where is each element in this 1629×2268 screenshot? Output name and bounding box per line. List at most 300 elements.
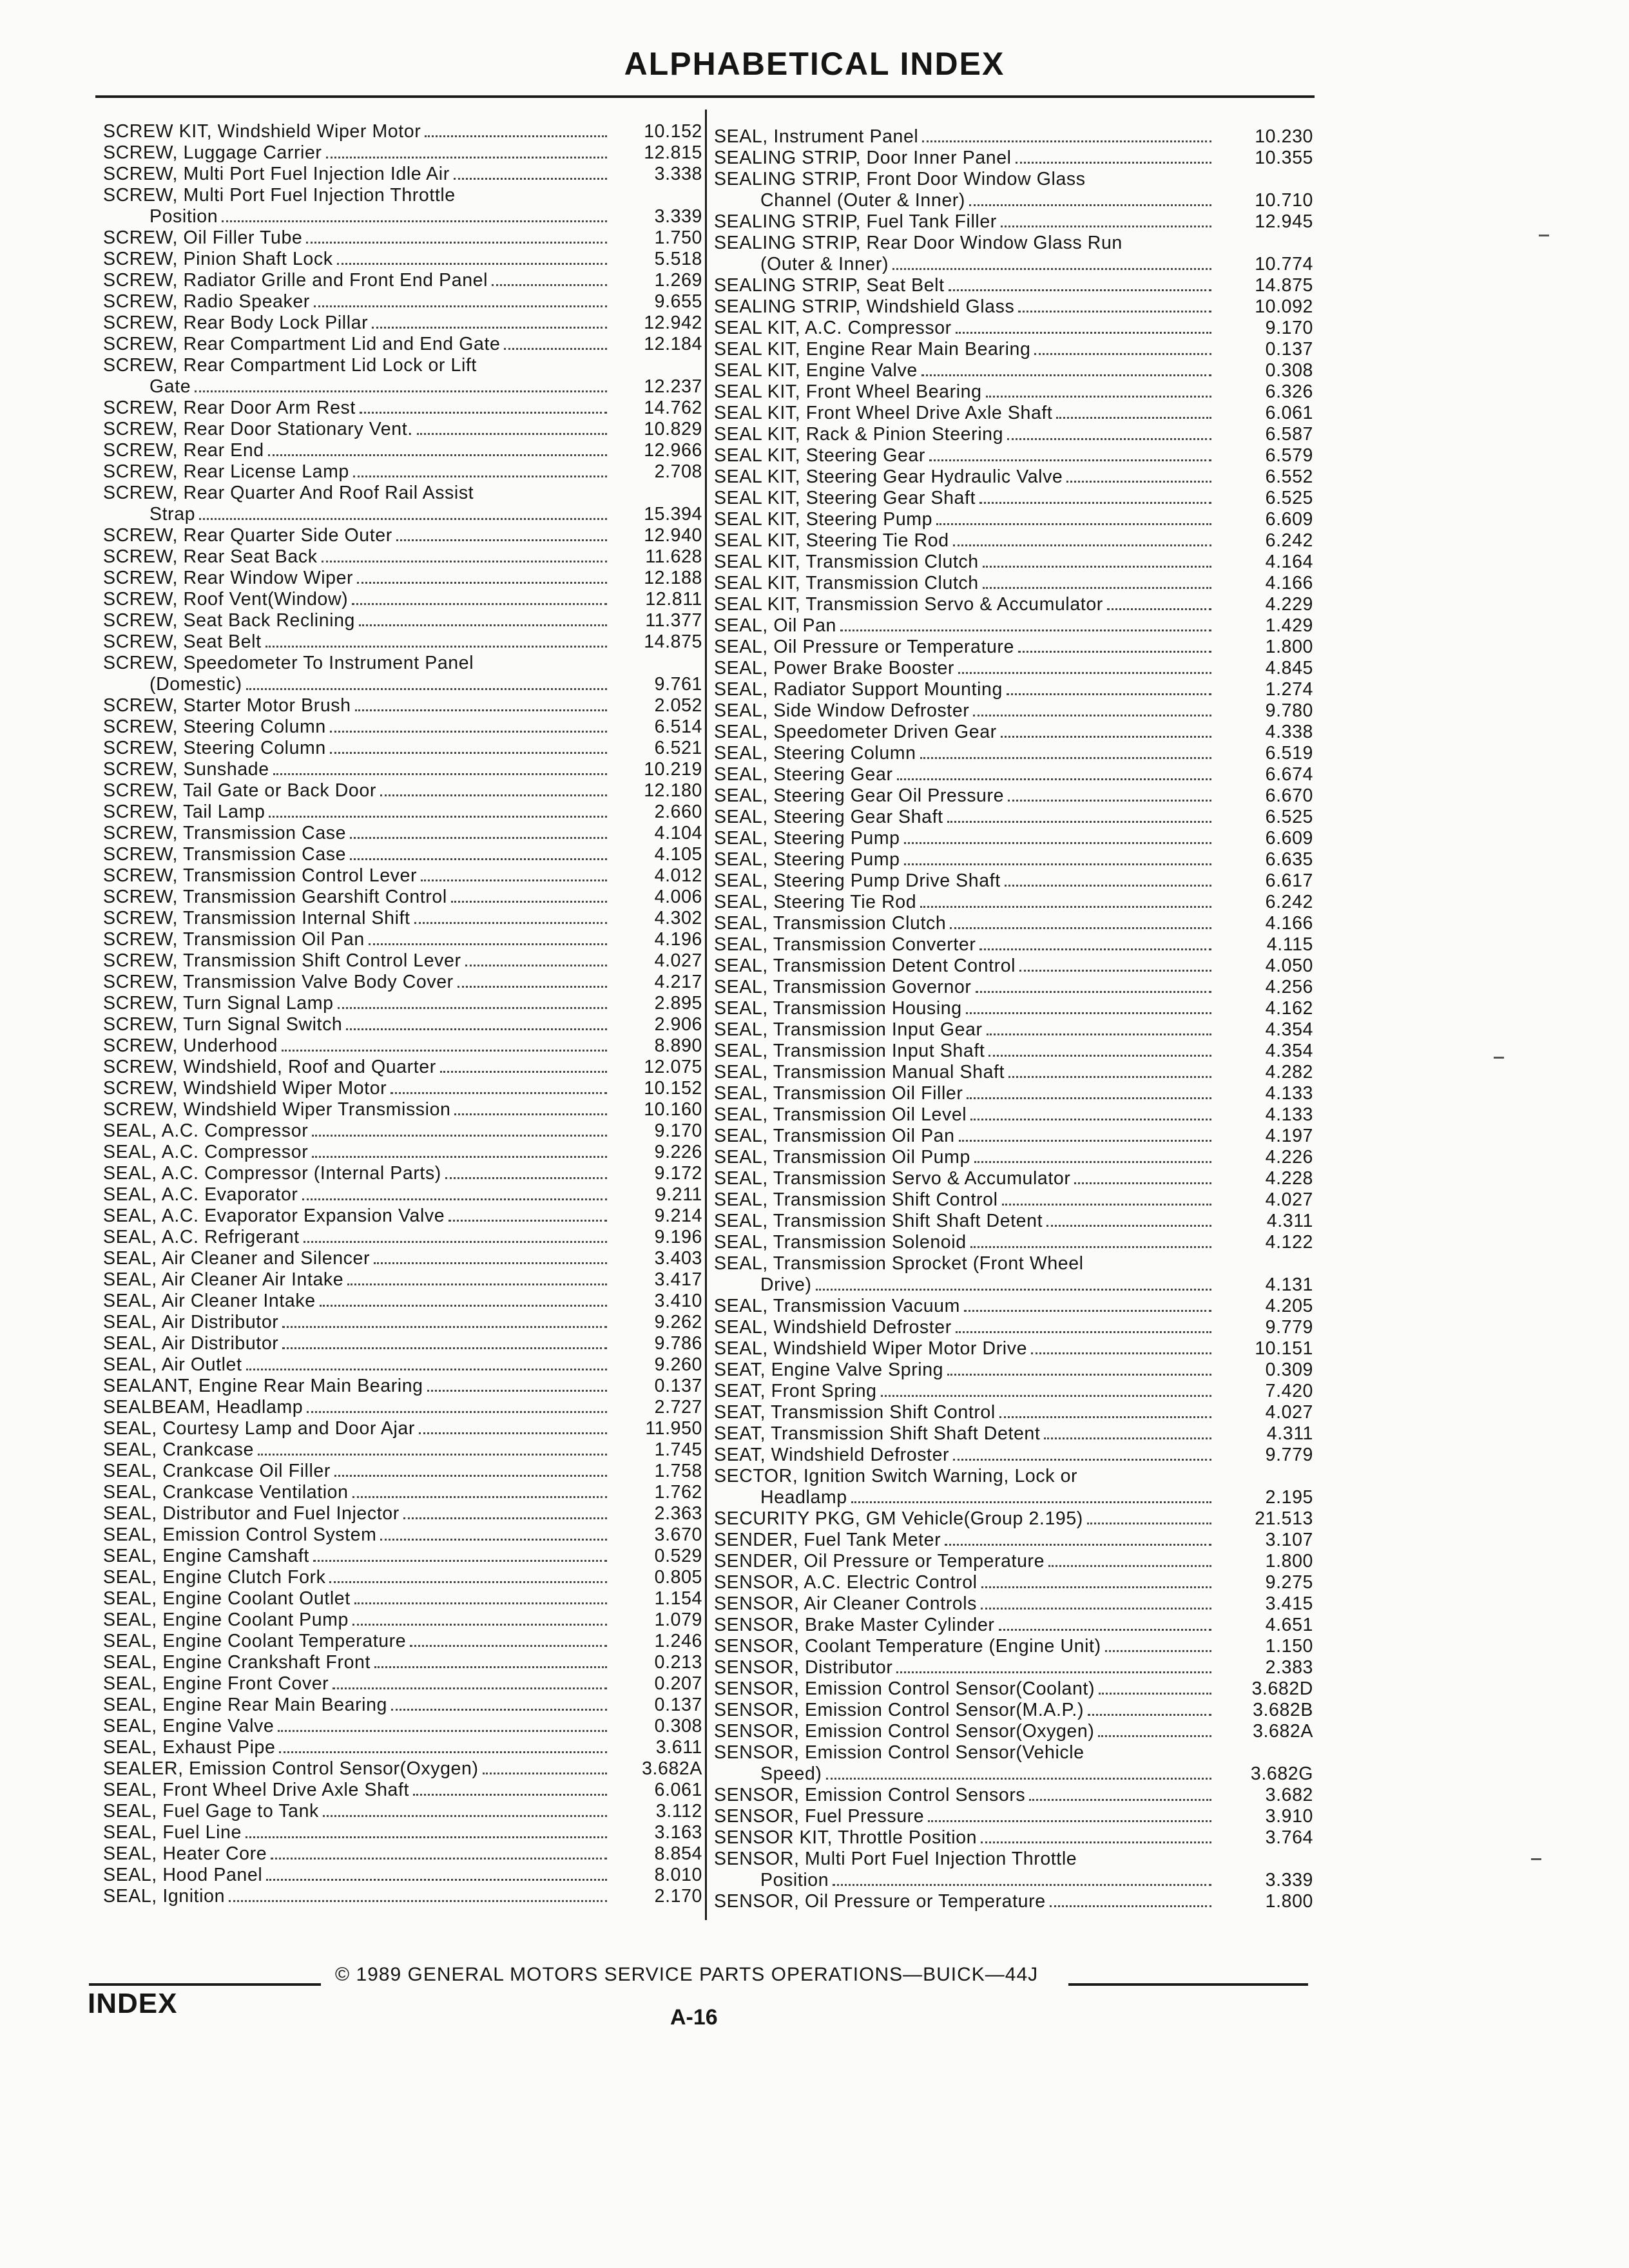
dot-leader <box>421 879 607 881</box>
entry-text: SEAL, Heater Core <box>103 1843 267 1864</box>
entry-text: SEAL, Air Distributor <box>103 1312 279 1332</box>
index-entry <box>714 1189 1313 1211</box>
entry-text: SEAL, Courtesy Lamp and Door Ajar <box>103 1418 415 1439</box>
dot-leader <box>369 943 607 945</box>
entry-text: SEALER, Emission Control Sensor(Oxygen) <box>103 1758 479 1779</box>
dot-leader <box>936 523 1211 525</box>
entry-page-ref: 10.710 <box>1255 190 1313 211</box>
dot-leader <box>826 1777 1211 1780</box>
entry-text: SCREW, Radio Speaker <box>103 291 310 312</box>
entry-page-ref: 3.339 <box>1265 1870 1313 1890</box>
index-entry <box>714 1338 1313 1360</box>
dot-leader <box>419 1432 607 1434</box>
footer-rule-right <box>1068 1983 1308 1986</box>
entry-text: SEALING STRIP, Front Door Window Glass <box>714 169 1086 189</box>
entry-page-ref: 10.152 <box>644 121 702 142</box>
entry-page-ref: 3.107 <box>1265 1530 1313 1550</box>
entry-page-ref: 3.682D <box>1251 1678 1313 1699</box>
index-entry <box>103 461 709 483</box>
index-entry <box>103 1695 709 1716</box>
entry-text: SEAL, Power Brake Booster <box>714 658 955 678</box>
dot-leader <box>352 1495 607 1498</box>
index-entry <box>103 1291 709 1312</box>
entry-text: SEAL, Engine Coolant Temperature <box>103 1631 407 1651</box>
entry-text: Position <box>760 1870 829 1890</box>
index-entry <box>714 722 1313 743</box>
dot-leader <box>454 1113 607 1115</box>
entry-page-ref: 12.811 <box>645 589 702 610</box>
entry-page-ref: 3.682A <box>642 1758 702 1779</box>
index-entry <box>103 227 709 249</box>
entry-page-ref: 9.260 <box>654 1354 702 1375</box>
entry-page-ref: 0.805 <box>654 1567 702 1588</box>
dot-leader <box>391 1708 607 1711</box>
dot-leader <box>1046 1224 1211 1227</box>
index-entry <box>714 169 1313 211</box>
entry-page-ref: 1.274 <box>1265 679 1313 700</box>
index-entry <box>103 1354 709 1376</box>
entry-page-ref: 21.513 <box>1255 1508 1313 1529</box>
index-entry <box>714 764 1313 785</box>
entry-page-ref: 6.609 <box>1265 828 1313 849</box>
dot-leader <box>1074 1182 1211 1184</box>
dot-leader <box>458 985 607 988</box>
entry-text: SENSOR, Emission Control Sensors <box>714 1785 1026 1805</box>
entry-page-ref: 1.745 <box>654 1439 702 1460</box>
dot-leader <box>357 581 607 584</box>
dot-leader <box>1098 1735 1211 1737</box>
entry-text: SEAL, Instrument Panel <box>714 126 919 147</box>
dot-leader <box>374 1666 607 1668</box>
index-entry <box>103 1397 709 1418</box>
dot-leader <box>246 1836 607 1838</box>
dot-leader <box>947 1373 1211 1376</box>
dot-leader <box>981 1586 1211 1588</box>
dot-leader <box>950 927 1211 929</box>
entry-page-ref: 3.764 <box>1265 1827 1313 1848</box>
index-entry <box>714 1147 1313 1168</box>
index-entry <box>103 1418 709 1439</box>
entry-page-ref: 2.708 <box>654 461 702 482</box>
entry-text: Channel (Outer & Inner) <box>760 190 965 211</box>
entry-text: SEAL, Air Cleaner and Silencer <box>103 1248 371 1269</box>
dot-leader <box>229 1899 607 1902</box>
column-divider <box>705 110 707 1920</box>
entry-text: SCREW, Rear Quarter Side Outer <box>103 525 392 546</box>
dot-leader <box>326 156 607 159</box>
index-entry <box>103 525 709 546</box>
dot-leader <box>465 964 607 966</box>
dot-leader <box>970 1245 1211 1248</box>
index-entry <box>103 1588 709 1610</box>
entry-page-ref: 12.815 <box>644 142 702 163</box>
entry-text: SEAL, A.C. Evaporator <box>103 1184 298 1205</box>
index-entry <box>714 977 1313 998</box>
entry-text: SCREW KIT, Windshield Wiper Motor <box>103 121 421 142</box>
entry-page-ref: 1.800 <box>1265 1891 1313 1912</box>
entry-text: SEAL, Steering Pump <box>714 849 900 870</box>
entry-page-ref: 10.160 <box>644 1099 702 1120</box>
entry-text: SEAL, Steering Column <box>714 743 916 764</box>
dot-leader <box>330 751 607 754</box>
dot-leader <box>353 475 607 477</box>
index-entry <box>103 1631 709 1652</box>
dot-leader <box>892 267 1211 270</box>
entry-text: SEAL, Transmission Oil Pan <box>714 1126 955 1146</box>
entry-page-ref: 11.377 <box>645 610 702 631</box>
entry-page-ref: 9.779 <box>1265 1445 1313 1465</box>
entry-text: SEAL, Engine Rear Main Bearing <box>103 1695 387 1715</box>
index-entry <box>103 1865 709 1886</box>
entry-page-ref: 9.780 <box>1265 700 1313 721</box>
index-entry <box>714 1126 1313 1147</box>
dot-leader <box>1105 1649 1211 1652</box>
entry-page-ref: 1.758 <box>654 1461 702 1481</box>
entry-text: SENSOR KIT, Throttle Position <box>714 1827 978 1848</box>
entry-page-ref: 6.552 <box>1265 466 1313 487</box>
entry-page-ref: 4.122 <box>1265 1232 1313 1253</box>
index-entry <box>103 631 709 653</box>
entry-page-ref: 4.282 <box>1265 1062 1313 1082</box>
entry-text: SCREW, Tail Gate or Back Door <box>103 780 376 801</box>
entry-text: SEAL KIT, Front Wheel Bearing <box>714 381 982 402</box>
index-entry <box>103 1780 709 1801</box>
entry-text: SEAL KIT, Steering Gear Shaft <box>714 488 976 508</box>
index-entry <box>103 334 709 355</box>
entry-text: SEAL, Hood Panel <box>103 1865 263 1885</box>
entry-page-ref: 6.635 <box>1265 849 1313 870</box>
entry-page-ref: 3.682A <box>1253 1721 1313 1742</box>
index-entry <box>714 573 1313 594</box>
entry-text: SEAL, Steering Pump <box>714 828 900 849</box>
entry-page-ref: 12.184 <box>644 334 702 354</box>
dot-leader <box>417 432 607 435</box>
dot-leader <box>278 1729 607 1732</box>
entry-text: SEAL, Exhaust Pipe <box>103 1737 276 1758</box>
entry-text: SEAL KIT, Transmission Servo & Accumulator <box>714 594 1103 615</box>
index-entry <box>714 1423 1313 1445</box>
dot-leader <box>973 714 1211 716</box>
entry-page-ref: 6.674 <box>1265 764 1313 785</box>
entry-page-ref: 0.308 <box>1265 360 1313 381</box>
entry-text: SEAL, Air Distributor <box>103 1333 279 1354</box>
entry-page-ref: 9.170 <box>654 1120 702 1141</box>
entry-page-ref: 4.354 <box>1265 1019 1313 1040</box>
index-entry <box>103 993 709 1014</box>
dot-leader <box>282 1049 607 1052</box>
entry-text: SENDER, Fuel Tank Meter <box>714 1530 941 1550</box>
entry-text: SEALING STRIP, Windshield Glass <box>714 296 1015 317</box>
entry-page-ref: 9.170 <box>1265 318 1313 338</box>
entry-text: SCREW, Steering Column <box>103 738 326 758</box>
entry-text: SENSOR, Air Cleaner Controls <box>714 1593 978 1614</box>
index-entry <box>714 1253 1313 1296</box>
index-entry <box>103 1546 709 1567</box>
index-entry <box>714 1381 1313 1402</box>
entry-text: SENSOR, Fuel Pressure <box>714 1806 925 1827</box>
entry-text: SEAL KIT, Rack & Pinion Steering <box>714 424 1004 445</box>
entry-page-ref: 6.242 <box>1265 530 1313 551</box>
dot-leader <box>1005 884 1211 887</box>
index-entry <box>103 1035 709 1057</box>
index-entry <box>714 403 1313 424</box>
entry-page-ref: 4.354 <box>1265 1041 1313 1061</box>
dot-leader <box>945 1543 1211 1546</box>
dot-leader <box>440 1070 607 1073</box>
entry-text: SENSOR, A.C. Electric Control <box>714 1572 978 1593</box>
entry-text: SEAL, Windshield Defroster <box>714 1317 952 1338</box>
dot-leader <box>312 1134 607 1137</box>
entry-page-ref: 2.895 <box>654 993 702 1014</box>
dot-leader <box>265 645 607 648</box>
entry-text: SCREW, Seat Belt <box>103 631 262 652</box>
dot-leader <box>976 990 1211 993</box>
entry-page-ref: 9.275 <box>1265 1572 1313 1593</box>
entry-page-ref: 10.230 <box>1255 126 1313 147</box>
entry-page-ref: 4.229 <box>1265 594 1313 615</box>
entry-page-ref: 10.355 <box>1255 148 1313 168</box>
index-entry <box>714 466 1313 488</box>
entry-text: SEAL, Engine Valve <box>103 1716 275 1736</box>
entry-text: SEAL KIT, Front Wheel Drive Axle Shaft <box>714 403 1053 423</box>
dot-leader <box>337 262 607 265</box>
dot-leader <box>333 1687 607 1689</box>
dot-leader <box>314 305 607 307</box>
dot-leader <box>1018 310 1211 312</box>
dot-leader <box>851 1501 1211 1503</box>
entry-page-ref: 1.800 <box>1265 1551 1313 1571</box>
index-entry <box>714 1168 1313 1189</box>
entry-page-ref: 10.092 <box>1255 296 1313 317</box>
entry-text: SCREW, Rear Quarter And Roof Rail Assist <box>103 483 474 503</box>
index-entry <box>714 233 1313 275</box>
dot-leader <box>350 858 607 860</box>
dot-leader <box>1007 437 1211 440</box>
dot-leader <box>983 565 1211 568</box>
entry-text: SCREW, Rear Compartment Lid and End Gate <box>103 334 501 354</box>
entry-text: SEAT, Front Spring <box>714 1381 877 1401</box>
dot-leader <box>964 1309 1211 1312</box>
entry-page-ref: 4.311 <box>1266 1211 1313 1231</box>
entry-page-ref: 6.061 <box>1265 403 1313 423</box>
dot-leader <box>979 948 1211 950</box>
dot-leader <box>1099 1692 1211 1695</box>
dot-leader <box>282 1325 607 1328</box>
entry-text: SEAL, Fuel Line <box>103 1822 242 1843</box>
index-entry <box>103 844 709 865</box>
dot-leader <box>953 1458 1211 1461</box>
index-entry <box>103 972 709 993</box>
entry-page-ref: 3.338 <box>654 164 702 184</box>
dot-leader <box>304 1240 607 1243</box>
dot-leader <box>273 773 607 775</box>
entry-page-ref: 2.195 <box>1265 1487 1313 1508</box>
index-entry <box>103 270 709 291</box>
entry-page-ref: 4.197 <box>1265 1126 1313 1146</box>
index-entry <box>103 1184 709 1206</box>
index-entry <box>103 1142 709 1163</box>
entry-text: Speed) <box>760 1763 822 1784</box>
entry-page-ref: 0.309 <box>1265 1360 1313 1380</box>
dot-leader <box>448 1219 607 1222</box>
entry-text: SCREW, Roof Vent(Window) <box>103 589 349 610</box>
index-column-left <box>103 121 709 1907</box>
entry-page-ref: 8.854 <box>654 1843 702 1864</box>
dot-leader <box>979 501 1211 504</box>
entry-text: SEAL, Ignition <box>103 1886 226 1907</box>
index-entry <box>103 1120 709 1142</box>
index-entry <box>714 1678 1313 1700</box>
index-entry <box>714 913 1313 934</box>
index-entry <box>103 355 709 398</box>
dot-leader <box>958 671 1211 674</box>
index-entry <box>714 530 1313 552</box>
index-entry <box>714 828 1313 849</box>
dot-leader <box>1007 693 1211 695</box>
index-entry <box>103 419 709 440</box>
entry-text: SCREW, Transmission Oil Pan <box>103 929 365 950</box>
index-entry <box>103 142 709 164</box>
index-entry <box>714 1402 1313 1423</box>
entry-text: SEAL, A.C. Compressor (Internal Parts) <box>103 1163 441 1184</box>
dot-leader <box>282 1347 607 1349</box>
dot-leader <box>352 602 607 605</box>
entry-page-ref: 1.750 <box>654 227 702 248</box>
entry-page-ref: 2.383 <box>1265 1657 1313 1678</box>
dot-leader <box>967 1097 1211 1099</box>
entry-page-ref: 6.617 <box>1265 870 1313 891</box>
entry-page-ref: 9.211 <box>655 1184 702 1205</box>
index-entry <box>103 1716 709 1737</box>
dot-leader <box>268 454 607 456</box>
dot-leader <box>347 1283 607 1285</box>
entry-page-ref: 4.651 <box>1265 1615 1313 1635</box>
index-entry <box>103 950 709 972</box>
entry-text: SCREW, Windshield Wiper Motor <box>103 1078 387 1099</box>
entry-text: SCREW, Rear End <box>103 440 264 461</box>
entry-text: SEAL KIT, Steering Pump <box>714 509 933 530</box>
index-entry <box>103 398 709 419</box>
index-entry <box>103 1333 709 1354</box>
entry-text: SECURITY PKG, GM Vehicle(Group 2.195) <box>714 1508 1083 1529</box>
dot-leader <box>372 326 607 329</box>
dot-leader <box>956 331 1211 334</box>
entry-text: SCREW, Transmission Gearshift Control <box>103 887 447 907</box>
index-entry <box>714 1891 1313 1912</box>
index-entry <box>714 1593 1313 1615</box>
dot-leader <box>1107 608 1211 610</box>
index-entry <box>103 440 709 461</box>
entry-page-ref: 4.338 <box>1265 722 1313 742</box>
entry-page-ref: 4.131 <box>1265 1274 1313 1295</box>
entry-text: SCREW, Windshield, Roof and Quarter <box>103 1057 436 1077</box>
entry-page-ref: 4.133 <box>1265 1083 1313 1104</box>
entry-page-ref: 3.682 <box>1265 1785 1313 1805</box>
entry-text: SCREW, Rear Seat Back <box>103 546 318 567</box>
dot-leader <box>396 539 607 541</box>
entry-text: SCREW, Steering Column <box>103 716 326 737</box>
index-entry <box>103 1461 709 1482</box>
dot-leader <box>1048 1564 1211 1567</box>
entry-page-ref: 4.166 <box>1265 913 1313 934</box>
entry-text: SEAL, Engine Clutch Fork <box>103 1567 326 1588</box>
dot-leader <box>355 709 607 711</box>
entry-page-ref: 14.762 <box>644 398 702 418</box>
index-entry <box>714 126 1313 148</box>
margin-mark <box>1494 1057 1504 1059</box>
entry-text: SEAL, Transmission Solenoid <box>714 1232 967 1253</box>
entry-page-ref: 11.950 <box>645 1418 702 1439</box>
dot-leader <box>350 836 607 839</box>
entry-text: SEAL, A.C. Compressor <box>103 1120 309 1141</box>
entry-text: SCREW, Tail Lamp <box>103 802 265 822</box>
dot-leader <box>323 1814 607 1817</box>
entry-text: SEAL, Air Cleaner Intake <box>103 1291 316 1311</box>
index-entry <box>103 823 709 844</box>
entry-page-ref: 3.403 <box>654 1248 702 1269</box>
entry-page-ref: 12.940 <box>644 525 702 546</box>
entry-text: SEAL KIT, Engine Valve <box>714 360 918 381</box>
dot-leader <box>970 1118 1211 1120</box>
dot-leader <box>1050 1905 1211 1907</box>
entry-page-ref: 6.587 <box>1265 424 1313 445</box>
dot-leader <box>897 778 1211 780</box>
dot-leader <box>492 284 607 286</box>
dot-leader <box>904 841 1211 844</box>
entry-page-ref: 12.945 <box>1255 211 1313 232</box>
entry-text: Strap <box>149 504 196 524</box>
entry-text: SEAL, Transmission Input Shaft <box>714 1041 985 1061</box>
entry-text: SCREW, Rear License Lamp <box>103 461 349 482</box>
entry-page-ref: 7.420 <box>1265 1381 1313 1401</box>
index-entry <box>714 807 1313 828</box>
index-entry <box>714 870 1313 892</box>
dot-leader <box>307 1410 607 1413</box>
entry-page-ref: 6.525 <box>1265 807 1313 827</box>
entry-text: SEAL, Distributor and Fuel Injector <box>103 1503 400 1524</box>
entry-text: Headlamp <box>760 1487 847 1508</box>
dot-leader <box>1029 1798 1211 1801</box>
entry-page-ref: 10.152 <box>644 1078 702 1099</box>
dot-leader <box>1008 799 1211 802</box>
dot-leader <box>920 756 1211 759</box>
dot-leader <box>833 1883 1211 1886</box>
index-entry <box>103 1248 709 1269</box>
dot-leader <box>312 1155 607 1158</box>
entry-text: SCREW, Radiator Grille and Front End Panel <box>103 270 488 291</box>
index-entry <box>714 1466 1313 1508</box>
index-entry <box>103 1886 709 1907</box>
index-entry <box>103 1014 709 1035</box>
entry-page-ref: 0.137 <box>1265 339 1313 360</box>
page-title: ALPHABETICAL INDEX <box>624 46 1005 82</box>
entry-page-ref: 1.800 <box>1265 637 1313 657</box>
entry-page-ref: 6.242 <box>1265 892 1313 912</box>
entry-text: SCREW, Turn Signal Lamp <box>103 993 334 1014</box>
entry-page-ref: 4.027 <box>654 950 702 971</box>
index-column-right <box>714 126 1313 1912</box>
entry-text: SEAL, Transmission Housing <box>714 998 962 1019</box>
entry-page-ref: 11.628 <box>645 546 702 567</box>
dot-leader <box>346 1028 607 1030</box>
entry-text: SCREW, Rear Door Stationary Vent. <box>103 419 413 439</box>
entry-text: SEAL, Crankcase Oil Filler <box>103 1461 331 1481</box>
entry-page-ref: 2.052 <box>654 695 702 716</box>
index-entry <box>714 1721 1313 1742</box>
entry-text: SENSOR, Multi Port Fuel Injection Throttle <box>714 1849 1077 1869</box>
index-entry <box>714 1742 1313 1785</box>
dot-leader <box>920 905 1211 908</box>
